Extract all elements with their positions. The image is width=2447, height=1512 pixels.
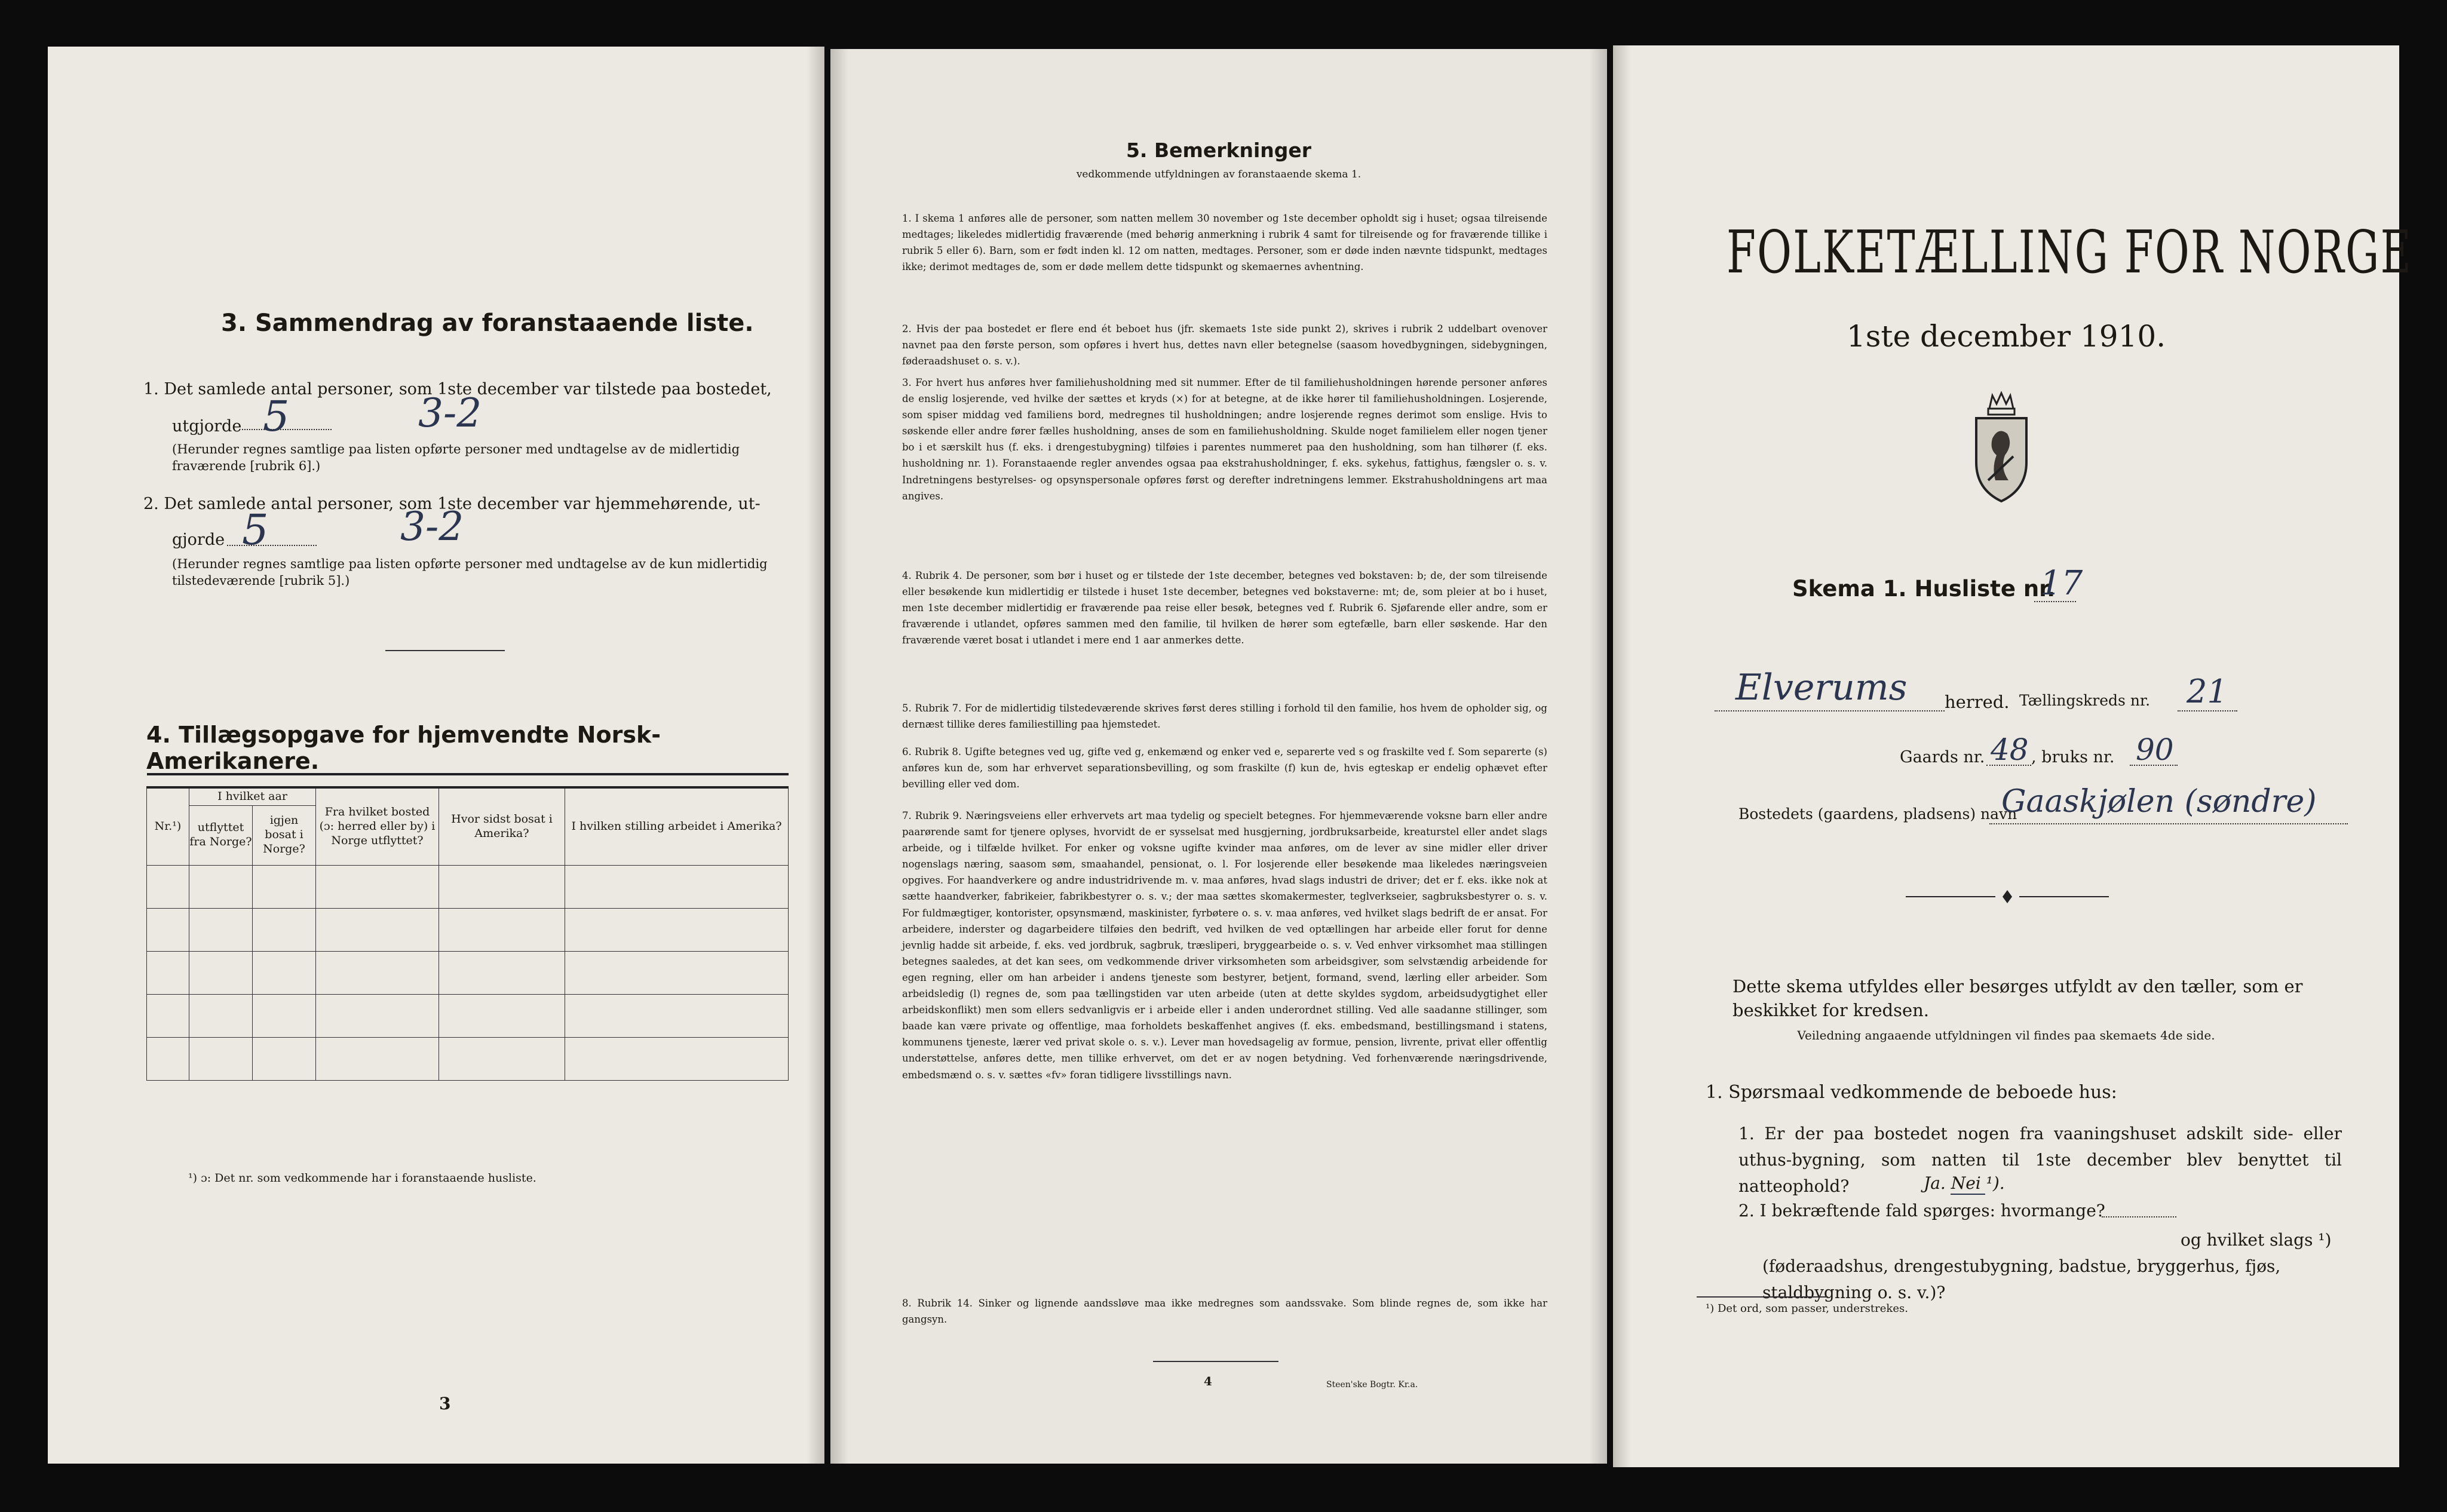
col-from-place: Fra hvilket bosted (ɔ: herred eller by) i Norge utflyttet?: [316, 787, 439, 865]
table-footnote: ¹) ɔ: Det nr. som vedkommende har i foranstaaende husliste.: [188, 1171, 536, 1185]
bosted-label: Bostedets (gaardens, pladsens) navn: [1738, 805, 2017, 823]
remark-item: 3. For hvert hus anføres hver familiehusholdning med sit nummer. Efter de til familiehusholdningen hørende personer anføres de enslig losjerende, ved hvilke der sættes et kryds (×) for at betegne, at de ikke hører til familiehusholdningen. Losjerende, som spiser middag ved familiens bord, medregnes til husholdningen; andre losjerende regnes derimot som enslige. Hvis to søskende eller andre fører fælles husholdning, anses de som en familiehusholdning. Skulde noget familielem eller nogen tjener bo i et særskilt hus (f. eks. i drengestubygning) tilføies i parentes nummeret paa den husholdning, som han tilhører (f. eks. husholdning nr. 1). Foranstaaende regler anvendes ogsaa paa ekstrahusholdninger, f. eks. sykehus, fattighus, fængsler o. s. v. Indretningens bestyrelses- og opsynspersonale opføres først og derefter indretningens lemmer. Ekstrahusholdningens art maa angives.: [902, 377, 1547, 502]
gaards-value: 48: [1991, 732, 2029, 767]
kreds-label: Tællingskreds nr.: [2019, 692, 2151, 709]
col-where-america: Hvor sidst bosat i Amerika?: [439, 787, 565, 865]
remarks-subheading: vedkommende utfyldningen av foranstaaende skema 1.: [1076, 168, 1362, 180]
remark-item: 6. Rubrik 8. Ugifte betegnes ved ug, gifte ved g, enkemænd og enker ved e, separerte ved s og fraskilte ved f. Som separerte (s) anføres kun de, som har erhvervet separationsbevilling, og som fraskilte (f) kun de, hvis egteskap er endelig ophævet efter bevilling eller ved dom.: [902, 746, 1547, 790]
middle-page: [830, 49, 1607, 1464]
remark-item: 2. Hvis der paa bostedet er flere end ét beboet hus (jfr. skemaets 1ste side punkt 2), skrives i rubrik 2 uddelbart ovenover navnet paa den første person, som opføres i hvert hus, dettes navn eller betegnelse (saasom hovedbygningen, sidebygningen, føderaadshuset o. s. v.).: [902, 323, 1547, 367]
kreds-value: 21: [2187, 673, 2228, 710]
norsk-amerikanere-table: [146, 773, 789, 1081]
remarks-end-rule: [1153, 1361, 1278, 1362]
question-2-rest: og hvilket slags ¹) (føderaadshus, drengestubygning, badstue, bryggerhus, fjøs, staldbygning o. s. v.)?: [1762, 1230, 2332, 1302]
remark-item: 7. Rubrik 9. Næringsveiens eller erhvervets art maa tydelig og specielt betegnes. For hjemmeværende voksne barn eller andre paarørende samt for tjenere oplyses, hvorvidt de er sysselsat med husgjerning, jordbruksarbeide, kreaturstel eller andet slags arbeide, og i tilfælde hvilket. For enker og voksne ugifte kvinder maa anføres, om de lever av sine midler eller driver nogenslags næring, saasom søm, smaahandel, pensionat, o. l. For losjerende eller besøkende maa likeledes næringsveien opgives. For haandverkere og andre industridrivende m. v. maa anføres, hvad slags industri de driver; det er f. eks. ikke nok at sætte haandverker, fabrikeier, fabrikbestyrer o. s. v.; der maa sættes skomakermester, teglverkseier, sagbruksbestyrer o. s. v. For fuldmægtiger, kontorister, opsynsmænd, maskinister, fyrbøtere o. s. v. maa anføres, ved hvilket slags bedrift de er ansat. For arbeidere, inderster og dagarbeidere tilføies den bedrift, ved hvilken de ved optællingen har arbeide eller forut for denne jevnlig hadde sit arbeide, f. eks. ved jordbruk, sagbruk, træsliperi, bryggearbeide o. s. v. Ved enhver virksomhet maa stillingen betegnes saaledes, at det kan sees, om vedkommende driver virksomheten som arbeidsgiver, som selvstændig arbeidende for egen regning, eller om han arbeider i andens tjeneste som bestyrer, betjent, formand, svend, lærling eller arbeider. Som arbeidsledig (l) regnes de, som paa tællingstiden var uten arbeide (uten at dette skyldes sygdom, arbeidsudygtighet eller arbeidskonflikt) men som ellers sedvanligvis er i arbeide eller i anden underordnet stilling. Ved alle saadanne stillinger, som baade kan være private og offentlige, maa forholdets beskaffenhet angives (f. eks. embedsmand, bestillingsmand i statens, kommunens tjeneste, lærer ved privat skole o. s. v.). Lever man hovedsagelig av formue, pension, livrente, privat eller offentlig understøttelse, anføres dette, men tillike erhvervet, om det er av nogen betydning. Ved forhenværende næringsdrivende, embedsmænd o. s. v. sættes «fv» foran tidligere livsstillings navn.: [902, 810, 1547, 1081]
bosted-fill-line: [1989, 823, 2348, 824]
col-returned: igjen bosat i Norge?: [253, 805, 316, 865]
col-group-year: I hvilket aar: [189, 787, 316, 805]
questions-heading: 1. Spørsmaal vedkommende de beboede hus:: [1706, 1082, 2117, 1103]
intro-text: Dette skema utfyldes eller besørges utfyldt av den tæller, som er beskikket for kredsen.: [1732, 976, 2303, 1020]
table-row: [147, 1037, 789, 1080]
herred-value: Elverums: [1735, 667, 1908, 709]
table-row: [147, 994, 789, 1037]
s3-item2-label: gjorde: [172, 530, 225, 549]
table-row: [147, 951, 789, 994]
s3-item1-value: 5: [263, 392, 290, 441]
husliste-number: 17: [2040, 564, 2083, 603]
s3-item1-split: 3-2: [418, 390, 482, 436]
table-top-rule: [147, 774, 789, 787]
kreds-fill-line: [2178, 710, 2237, 711]
remark-item: 1. I skema 1 anføres alle de personer, som natten mellem 30 november og 1ste december opholdt sig i huset; ogsaa tilreisende medtages; likeledes midlertidig fraværende (med behørig anmerkning i rubrik 4 samt for tilreisende og for fraværende tillike i rubrik 5 eller 6). Barn, som er født inden kl. 12 om natten, medtages. Personer, som er døde inden nævnte tidspunkt, medtages ikke; derimot medtages de, som er døde mellem dette tidspunkt og skemaernes avhentning.: [902, 213, 1547, 273]
table-row: [147, 908, 789, 951]
question-1: 1. Er der paa bostedet nogen fra vaaningshuset adskilt side- eller uthus-bygning, som natten til 1ste december blev benyttet til natteophold?: [1738, 1124, 2342, 1196]
table-row: [147, 865, 789, 908]
col-job-america: I hvilken stilling arbeidet i Amerika?: [565, 787, 789, 865]
left-page: [48, 47, 824, 1464]
s3-item1-text: 1. Det samlede antal personer, som 1ste december var tilstede paa bostedet,: [143, 380, 772, 398]
gaards-label: Gaards nr.: [1900, 748, 1985, 766]
footnote-rule: [1697, 1296, 1828, 1298]
bruks-label: , bruks nr.: [2031, 748, 2115, 766]
right-page: [1613, 45, 2413, 1467]
remarks-heading: 5. Bemerkninger: [1126, 139, 1312, 162]
bosted-value: Gaaskjølen (søndre): [2001, 784, 2317, 820]
s3-item2-fill-line: [227, 545, 317, 546]
nei-underline: [1951, 1194, 1985, 1195]
section-3-heading: 3. Sammendrag av foranstaaende liste.: [221, 309, 754, 337]
bruks-value: 90: [2136, 732, 2174, 767]
page-number-3: 3: [439, 1394, 451, 1413]
page-footnote: ¹) Det ord, som passer, understrekes.: [1706, 1302, 1908, 1315]
page-number-4: 4: [1204, 1374, 1212, 1388]
page-fold-shadow: [830, 49, 848, 1464]
section-divider: [385, 650, 505, 651]
census-title: FOLKETÆLLING FOR NORGE: [1727, 219, 2413, 287]
ornament-divider-icon: [1906, 887, 2109, 907]
section-4-heading: 4. Tillægsopgave for hjemvendte Norsk-Amerikanere.: [146, 722, 661, 774]
hvormange-fill-line: [2102, 1216, 2176, 1217]
col-emigrated: utflyttet fra Norge?: [189, 805, 253, 865]
guidance-text: Veiledning angaaende utfyldningen vil findes paa skemaets 4de side.: [1797, 1028, 2215, 1042]
page-fold-shadow: [1589, 49, 1607, 1464]
remark-item: 5. Rubrik 7. For de midlertidig tilstedeværende skrives først deres stilling i forhold til den familie, hos hvem de opholder sig, og dernæst tillike deres familiestilling paa hjemstedet.: [902, 703, 1547, 731]
herred-label: herred.: [1945, 692, 2010, 712]
page-fold-shadow: [1613, 45, 1631, 1467]
s3-item2-split: 3-2: [400, 504, 464, 550]
printer-imprint: Steen'ske Bogtr. Kr.a.: [1326, 1380, 1418, 1390]
schema-label: Skema 1. Husliste nr.: [1792, 576, 2056, 602]
s3-item2-value: 5: [242, 505, 269, 554]
remark-item: 4. Rubrik 4. De personer, som bør i huset og er tilstede der 1ste december, betegnes ved bokstaven: b; de, der som tilreisende eller besøkende kun midlertidig er tilstede i huset 1ste december, betegnes ved bokstaverne: mt; de, som pleier at bo i huset, men 1ste december midlertidig er fraværende paa reise eller besøk, betegnes ved f. Rubrik 6. Sjøfarende eller andre, som er fraværende i utlandet, opføres sammen med den familie, til hvilken de hører som egtefælle, barn eller søskende. Har den fraværende været bosat i utlandet i mere end 1 aar anmerkes dette.: [902, 570, 1547, 646]
col-nr: Nr.¹): [147, 787, 189, 865]
s3-item2-text: 2. Det samlede antal personer, som 1ste december var hjemmehørende, ut-: [143, 495, 761, 513]
question-2-start: 2. I bekræftende fald spørges: hvormange?: [1738, 1201, 2105, 1220]
herred-fill-line: [1715, 710, 1945, 711]
s3-item1-label: utgjorde: [172, 417, 242, 435]
census-date: 1ste december 1910.: [1846, 319, 2166, 354]
coat-of-arms-icon: [1965, 391, 2037, 504]
question-1-answer: Ja. Nei ¹).: [1924, 1173, 2005, 1193]
remark-item: 8. Rubrik 14. Sinker og lignende aandssløve maa ikke medregnes som aandssvake. Som blinde regnes de, som ikke har gangsyn.: [902, 1298, 1547, 1326]
s3-item2-note: (Herunder regnes samtlige paa listen opførte personer med undtagelse av de kun midlertidig tilstedeværende [rubrik 5].): [172, 557, 768, 588]
s3-item1-note: (Herunder regnes samtlige paa listen opførte personer med undtagelse av de midlertidig fraværende [rubrik 6].): [172, 442, 740, 474]
